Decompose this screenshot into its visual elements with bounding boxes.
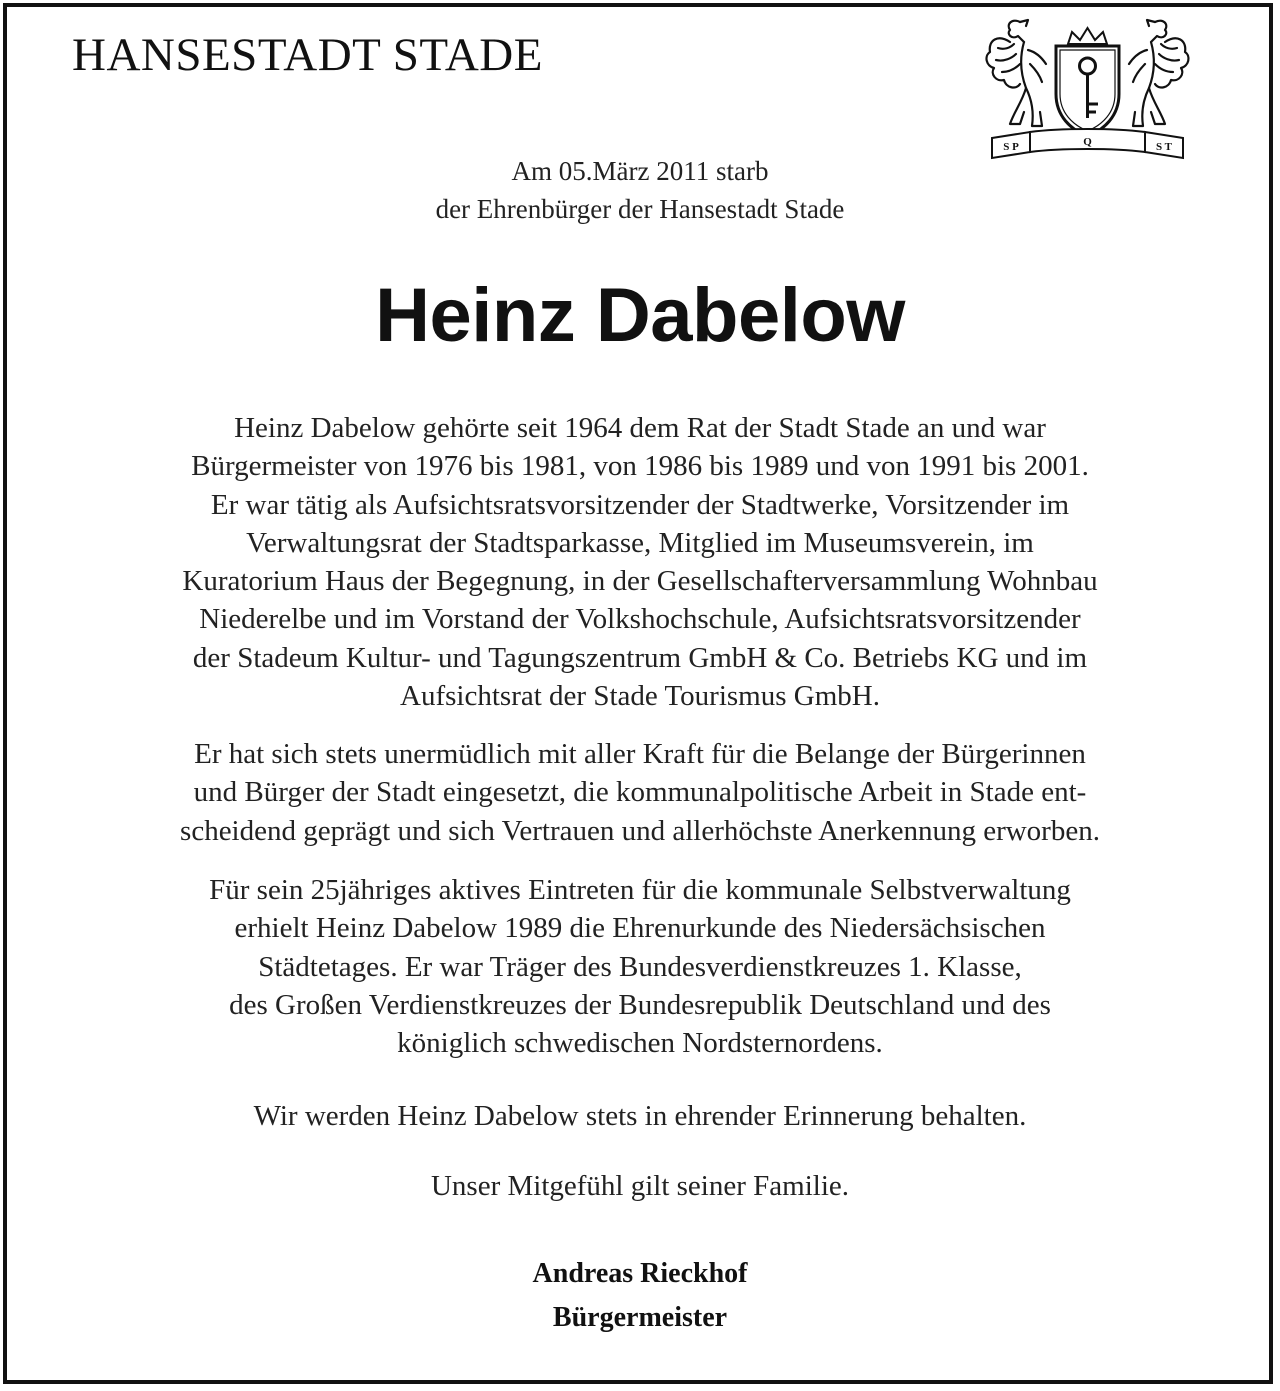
crest-ribbon-center-text: Q <box>1083 136 1092 148</box>
issuer-heading: HANSESTADT STADE <box>72 29 543 81</box>
text-line: Unser Mitgefühl gilt seiner Familie. <box>430 1170 849 1202</box>
text-line: der Stadeum Kultur- und Tagungszentrum GmbH & Co. Betriebs KG und im <box>192 641 1088 674</box>
intro-honor-line: der Ehrenbürger der Hansestadt Stade <box>435 194 845 224</box>
text-line: Wir werden Heinz Dabelow stets in ehrender Erinnerung behalten. <box>253 1100 1027 1132</box>
crest-ribbon-right-text: S T <box>1155 141 1173 153</box>
signatory-name: Andreas Rieckhof <box>532 1258 748 1289</box>
tribute-paragraph <box>0 735 1280 850</box>
deceased-name: Heinz Dabelow <box>375 273 905 358</box>
biography-paragraph <box>0 409 1280 715</box>
text-line: Er war tätig als Aufsichtsratsvorsitzender der Stadtwerke, Vorsitzender im <box>210 488 1070 521</box>
text-line: Er hat sich stets unermüdlich mit aller Kraft für die Belange der Bürgerinnen <box>194 738 1086 770</box>
text-line: Heinz Dabelow gehörte seit 1964 dem Rat der Stadt Stade an und war <box>234 412 1046 444</box>
remembrance-paragraph <box>0 1097 1280 1135</box>
text-line: scheidend geprägt und sich Vertrauen und allerhöchste Anerkennung erworben. <box>180 814 1100 847</box>
city-coat-of-arms-icon <box>980 12 1195 160</box>
text-line: Städtetages. Er war Träger des Bundesverdienstkreuzes 1. Klasse, <box>258 950 1022 983</box>
signatory-title: Bürgermeister <box>552 1302 728 1333</box>
text-line: Für sein 25jähriges aktives Eintreten für die kommunale Selbstverwaltung <box>209 874 1071 906</box>
text-line: und Bürger der Stadt eingesetzt, die kommunalpolitische Arbeit in Stade ent- <box>193 776 1087 809</box>
text-line: Bürgermeister von 1976 bis 1981, von 1986 bis 1989 und von 1991 bis 2001. <box>191 450 1089 483</box>
text-line: Niederelbe und im Vorstand der Volkshochschule, Aufsichtsratsvorsitzender <box>199 603 1081 636</box>
death-announcement-intro <box>0 152 1280 228</box>
text-line: königlich schwedischen Nordsternordens. <box>397 1027 883 1060</box>
text-line: Kuratorium Haus der Begegnung, in der Gesellschafterversammlung Wohnbau <box>182 565 1098 598</box>
text-line: Verwaltungsrat der Stadtsparkasse, Mitglied im Museumsverein, im <box>246 526 1034 559</box>
condolence-paragraph <box>0 1167 1280 1205</box>
text-line: des Großen Verdienstkreuzes der Bundesrepublik Deutschland und des <box>229 988 1051 1021</box>
text-line: erhielt Heinz Dabelow 1989 die Ehrenurkunde des Niedersächsischen <box>234 912 1046 945</box>
text-line: Aufsichtsrat der Stade Tourismus GmbH. <box>400 680 880 713</box>
crest-ribbon-left-text: S P <box>1003 141 1019 153</box>
intro-date-line: Am 05.März 2011 starb <box>511 156 769 186</box>
honors-paragraph <box>0 871 1280 1062</box>
